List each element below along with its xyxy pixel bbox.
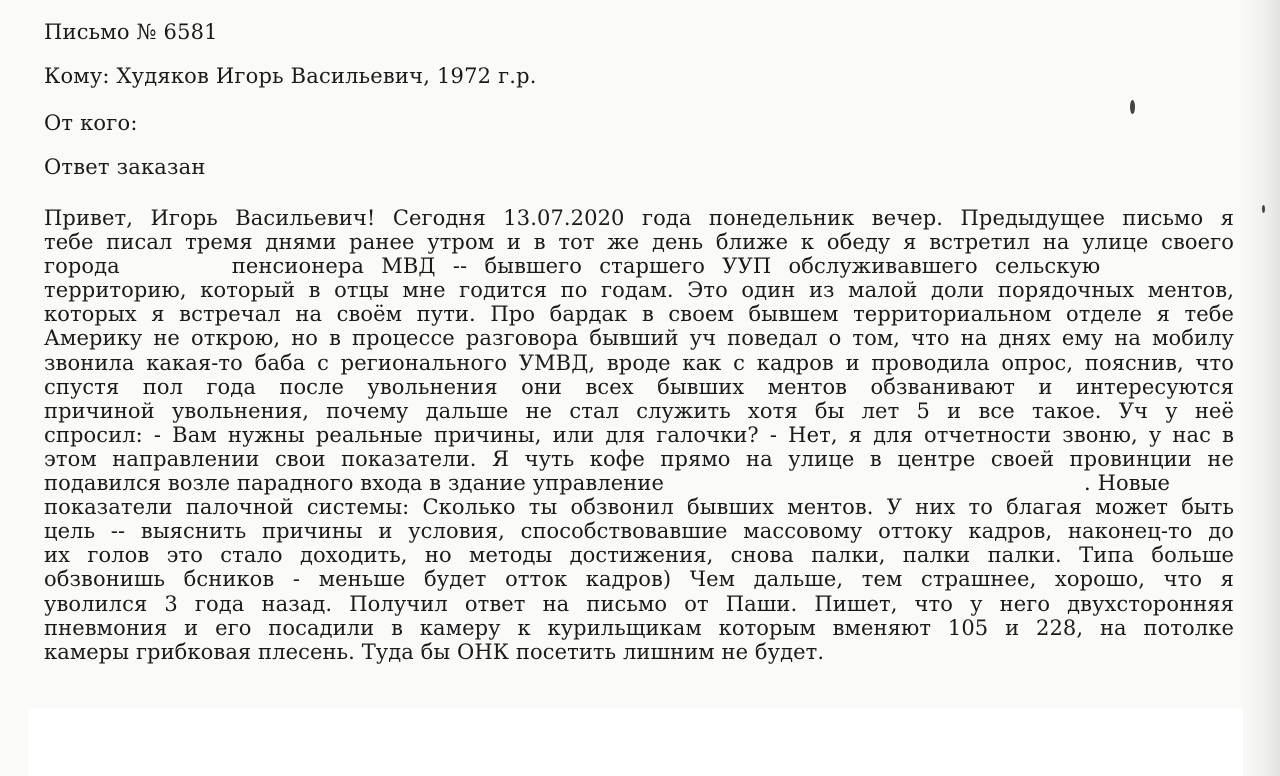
body-line: Привет, Игорь Васильевич! Сегодня 13.07.2020 года понедельник вечер. Предыдущее письмо я xyxy=(44,206,1234,230)
body-line-fragment: подавился возле парадного входа в здание управление xyxy=(44,471,665,496)
body-line: цель -- выяснить причины и условия, способствовавшие массовому оттоку кадров, наконец-то до xyxy=(44,519,1234,544)
scan-edge-shadow xyxy=(1240,0,1280,776)
body-line: камеры грибковая плесень. Туда бы ОНК посетить лишним не будет. xyxy=(44,639,825,664)
scan-speck xyxy=(1130,100,1135,114)
body-line: Америку не открою, но в процессе разговора бывший уч поведал о том, что на днях ему на мобилу xyxy=(44,326,1234,351)
letter-recipient: Кому: Худяков Игорь Васильевич, 1972 г.р. xyxy=(44,64,537,88)
body-line-fragment: пенсионера МВД -- бывшего старшего УУП обслуживавшего сельскую xyxy=(231,254,1101,279)
body-line: звонила какая-то баба с регионального УМВД, вроде как с кадров и проводила опрос, пояснив, что xyxy=(44,350,1234,375)
body-line: которых я встречал на своём пути. Про бардак в своем бывшем территориальном отделе я тебе xyxy=(44,302,1234,327)
letter-reply-status: Ответ заказан xyxy=(44,155,206,179)
body-line: причиной увольнения, почему дальше не стал служить хотя бы лет 5 и все такое. Уч у неё xyxy=(44,398,1234,423)
body-line: их голов это стало доходить, но методы достижения, снова палки, палки палки. Типа больше xyxy=(44,543,1234,568)
body-line xyxy=(44,254,1234,278)
redacted-area xyxy=(28,708,1243,776)
body-line: спустя пол года после увольнения они всех бывших ментов обзванивают и интересуются xyxy=(44,374,1234,399)
body-line-fragment: . Новые xyxy=(1084,471,1171,496)
letter-sender: От кого: xyxy=(44,111,138,135)
body-line: тебе писал тремя днями ранее утром и в тот же день ближе к обеду я встретил на улице своего xyxy=(44,230,1234,255)
body-line: обзвонишь бсников - меньше будет отток кадров) Чем дальше, тем страшнее, хорошо, что я xyxy=(44,567,1234,592)
letter-body xyxy=(44,206,1234,664)
scan-speck xyxy=(1262,205,1265,213)
body-line: показатели палочной системы: Сколько ты обзвонил бывших ментов. У них то благая может быть xyxy=(44,495,1234,520)
letter-number: Письмо № 6581 xyxy=(44,20,218,44)
body-line: спросил: - Вам нужны реальные причины, или для галочки? - Нет, я для отчетности звоню, у нас в xyxy=(44,422,1234,447)
body-line-fragment: города xyxy=(44,254,120,279)
body-line xyxy=(44,471,1234,495)
body-line: пневмония и его посадили в камеру к курильщикам которым вменяют 105 и 228, на потолке xyxy=(44,615,1234,640)
body-line: территорию, который в отцы мне годится по годам. Это один из малой доли порядочных ментов, xyxy=(44,278,1234,303)
body-line: уволился 3 года назад. Получил ответ на письмо от Паши. Пишет, что у него двухсторонняя xyxy=(44,591,1234,616)
body-line: этом направлении свои показатели. Я чуть кофе прямо на улице в центре своей провинции не xyxy=(44,446,1234,471)
